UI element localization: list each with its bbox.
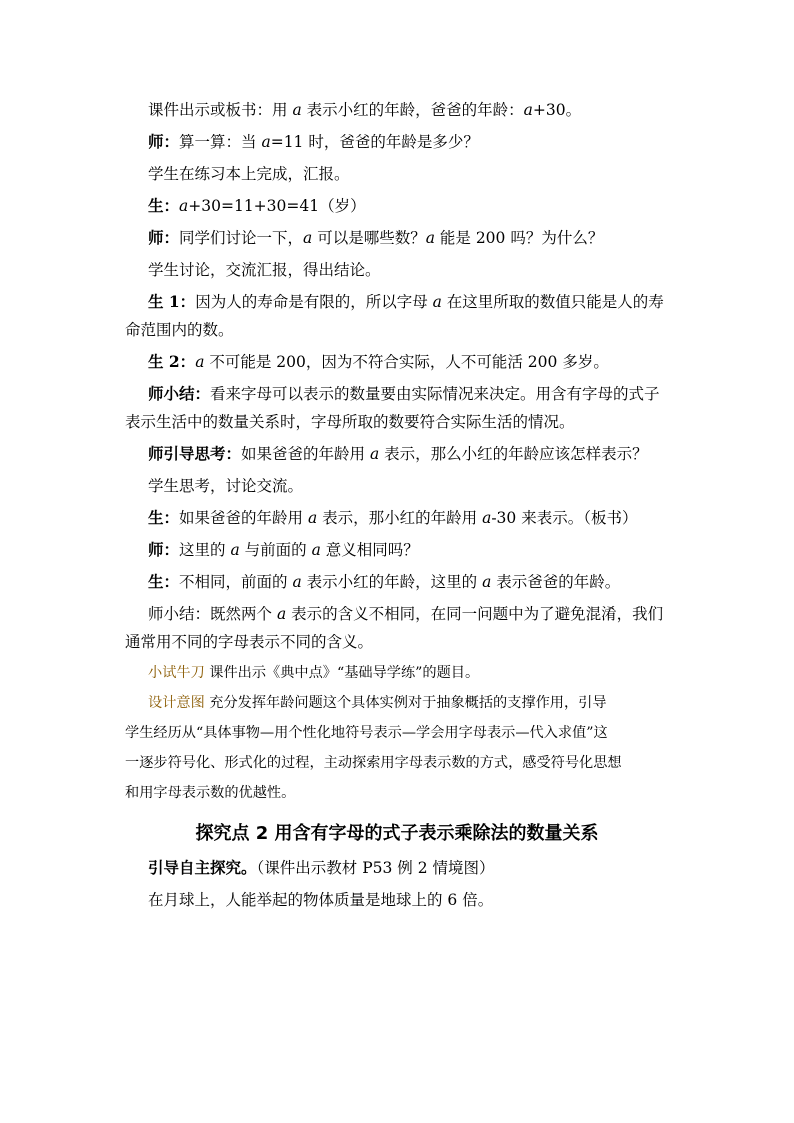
text: （课件出示教材 P53 例 2 情境图） xyxy=(256,859,495,877)
text: 意义相同吗？ xyxy=(320,541,419,559)
speaker-label: 生 1： xyxy=(148,292,196,311)
text: 表示，那么小红的年龄应该怎样表示？ xyxy=(379,445,648,463)
speaker-label: 生： xyxy=(148,508,180,527)
text: 表示的含义不相同，在同一问题中为了避免混淆，我们 xyxy=(286,605,664,623)
speaker-label: 师引导思考： xyxy=(148,444,242,463)
variable-a: a xyxy=(276,605,287,623)
speaker-label: 师： xyxy=(148,228,180,247)
speaker-label: 生： xyxy=(148,572,180,591)
text: 同学们讨论一下， xyxy=(179,229,304,247)
text: 能是 200 吗？为什么？ xyxy=(434,229,604,247)
text: 表示爸爸的年龄。 xyxy=(491,573,621,591)
variable-a: a xyxy=(482,573,492,591)
variable-a: a xyxy=(292,101,302,119)
paragraph-student-work xyxy=(148,164,708,184)
text: +30。 xyxy=(532,101,582,119)
paragraph-student1 xyxy=(148,292,708,312)
paragraph-student-answer3 xyxy=(148,572,708,592)
paragraph-teacher-summary xyxy=(148,384,708,404)
text: 表示生活中的数量关系时，字母所取的数要符合实际生活的情况。 xyxy=(125,413,575,431)
text: 看来字母可以表示的数量要由实际情况来决定。用含有字母的式子 xyxy=(210,385,660,403)
paragraph-guide-explore xyxy=(148,858,708,878)
variable-a: a xyxy=(303,229,313,247)
variable-a: a xyxy=(311,541,321,559)
paragraph-student2 xyxy=(148,352,708,372)
text: 课件出示或板书：用 xyxy=(148,101,293,119)
variable-a: a xyxy=(230,541,240,559)
guide-label: 引导自主探究。 xyxy=(148,858,257,877)
text: 表示小红的年龄，这里的 xyxy=(301,573,483,591)
variable-a: a xyxy=(432,293,442,311)
text: 不相同，前面的 xyxy=(179,573,293,591)
paragraph-teacher-compare xyxy=(148,540,708,560)
text: 这里的 xyxy=(179,541,231,559)
text: 命范围内的数。 xyxy=(125,321,234,339)
paragraph-student1-cont xyxy=(125,320,685,340)
text: 与前面的 xyxy=(239,541,312,559)
variable-a: a xyxy=(261,133,271,151)
variable-a: a xyxy=(292,573,302,591)
text: 学生经历从“具体事物—用个性化地符号表示—学会用字母表示—代入求值”这 xyxy=(125,725,608,741)
paragraph-teacher-guide xyxy=(148,444,708,464)
text: 如果爸爸的年龄用 xyxy=(241,445,370,463)
section-heading: 探究点 2 用含有字母的式子表示乘除法的数量关系 xyxy=(195,823,599,844)
paragraph-design-intent xyxy=(148,693,708,713)
text: 在这里所取的数值只能是人的寿 xyxy=(441,293,664,311)
text: 学生讨论，交流汇报，得出结论。 xyxy=(148,261,381,279)
variable-a: a xyxy=(179,197,189,215)
text: 学生在练习本上完成，汇报。 xyxy=(148,165,350,183)
speaker-label: 师小结： xyxy=(148,384,211,403)
paragraph-courseware xyxy=(148,100,708,120)
text: 一逐步符号化、形式化的过程，主动探索用字母表示数的方式，感受符号化思想 xyxy=(125,755,622,771)
paragraph-student-answer xyxy=(148,196,708,216)
paragraph-student-think xyxy=(148,476,708,496)
text: 算一算：当 xyxy=(179,133,262,151)
text: +30=11+30=41（岁） xyxy=(188,197,366,215)
paragraph-design-intent-cont1 xyxy=(125,723,685,743)
paragraph-student-answer2 xyxy=(148,508,708,528)
text: 和用字母表示数的优越性。 xyxy=(125,785,296,801)
text: 可以是哪些数？ xyxy=(312,229,426,247)
text: 学生思考，讨论交流。 xyxy=(148,477,304,495)
paragraph-teacher-question xyxy=(148,132,708,152)
text: 充分发挥年龄问题这个具体实例对于抽象概括的支撑作用，引导 xyxy=(204,695,607,711)
text: 课件出示《典中点》“基础导学练”的题目。 xyxy=(204,665,480,681)
paragraph-teacher-discussion xyxy=(148,228,708,248)
text: 表示，那小红的年龄用 xyxy=(317,509,483,527)
paragraph-teacher-summary2 xyxy=(148,604,708,624)
text: 不可能是 200，因为不符合实际，人不可能活 200 多岁。 xyxy=(204,353,609,371)
paragraph-design-intent-cont2 xyxy=(125,753,685,773)
design-intent-label: 设计意图 xyxy=(148,695,205,711)
text: 既然两个 xyxy=(210,605,277,623)
paragraph-teacher-summary2-cont xyxy=(125,632,685,652)
text: 因为人的寿命是有限的，所以字母 xyxy=(195,293,433,311)
text: 在月球上，人能举起的物体质量是地球上的 6 倍。 xyxy=(148,891,494,909)
paragraph-design-intent-cont3 xyxy=(125,783,685,803)
variable-a: a xyxy=(425,229,435,247)
variable-a: a xyxy=(195,353,205,371)
practice-label: 小试牛刀 xyxy=(148,665,205,681)
speaker-label: 生： xyxy=(148,196,180,215)
variable-a: a xyxy=(369,445,380,463)
speaker-label: 生 2： xyxy=(148,352,196,371)
text: =11 时，爸爸的年龄是多少？ xyxy=(270,133,479,151)
text: 表示小红的年龄，爸爸的年龄： xyxy=(301,101,524,119)
paragraph-teacher-summary-cont xyxy=(125,412,685,432)
paragraph-practice xyxy=(148,663,708,683)
text: 通常用不同的字母表示不同的含义。 xyxy=(125,633,374,651)
variable-a: a xyxy=(307,509,318,527)
speaker-label: 师： xyxy=(148,132,180,151)
text: -30 来表示。（板书） xyxy=(491,509,638,527)
speaker-label: 师： xyxy=(148,540,180,559)
speaker-label: 师小结： xyxy=(148,605,211,623)
variable-a: a xyxy=(482,509,492,527)
paragraph-student-discussion xyxy=(148,260,708,280)
variable-a: a xyxy=(523,101,533,119)
paragraph-moon xyxy=(148,890,708,910)
text: 如果爸爸的年龄用 xyxy=(179,509,308,527)
